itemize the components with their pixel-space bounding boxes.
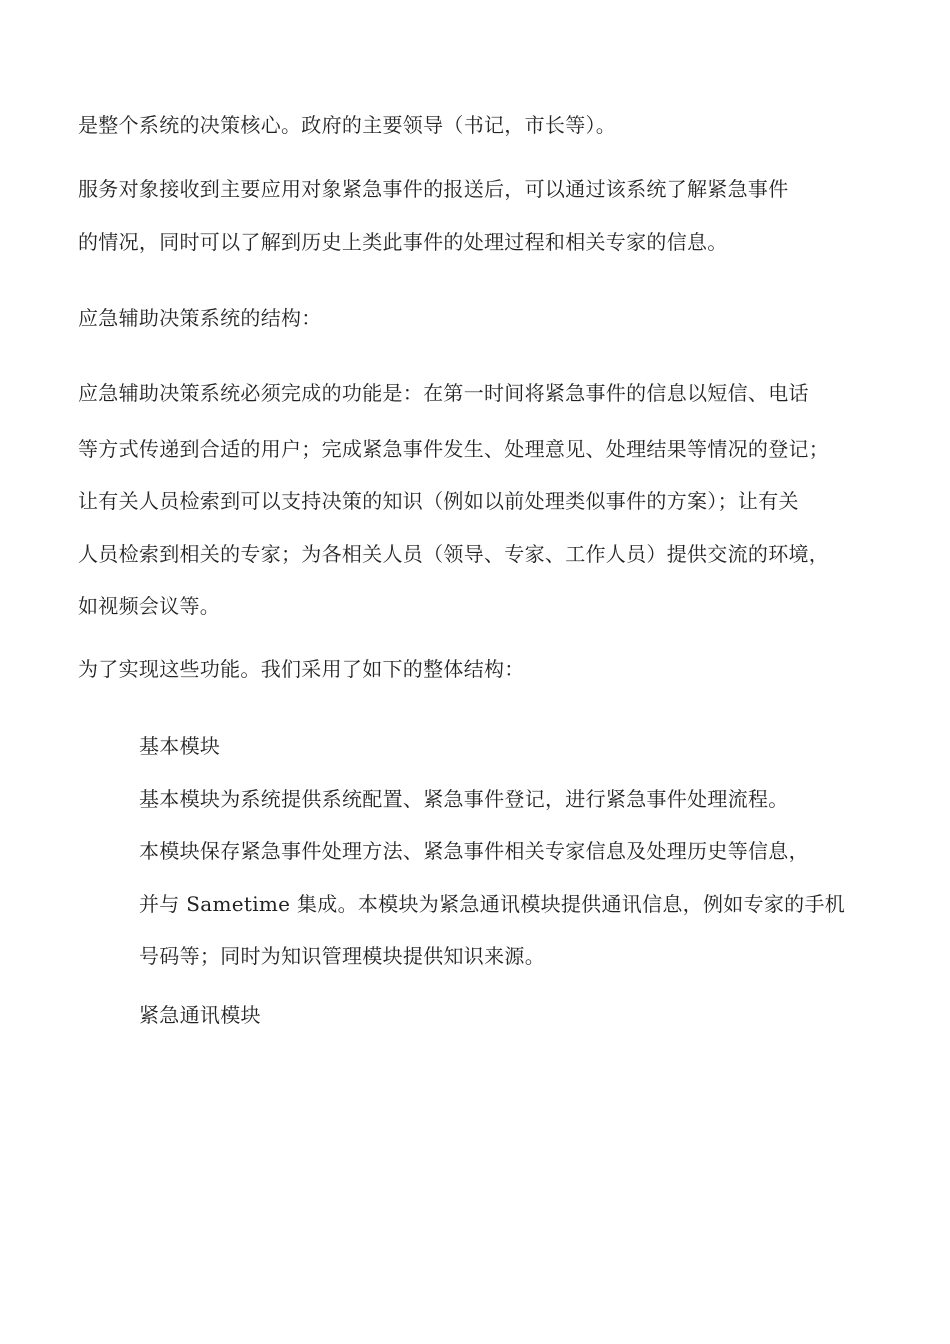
module-line: 号码等；同时为知识管理模块提供知识来源。 <box>139 944 545 968</box>
paragraph-line: 服务对象接收到主要应用对象紧急事件的报送后，可以通过该系统了解紧急事件 <box>78 177 789 201</box>
paragraph-line: 为了实现这些功能。我们采用了如下的整体结构： <box>78 657 525 681</box>
paragraph-line: 让有关人员检索到可以支持决策的知识（例如以前处理类似事件的方案）；让有关 <box>78 489 799 513</box>
section-heading: 应急辅助决策系统的结构： <box>78 306 322 330</box>
module-line: 本模块保存紧急事件处理方法、紧急事件相关专家信息及处理历史等信息， <box>139 839 809 863</box>
paragraph-line: 人员检索到相关的专家；为各相关人员（领导、专家、工作人员）提供交流的环境， <box>78 542 830 566</box>
paragraph-line: 应急辅助决策系统必须完成的功能是：在第一时间将紧急事件的信息以短信、电话 <box>78 381 809 405</box>
module-line: 基本模块为系统提供系统配置、紧急事件登记，进行紧急事件处理流程。 <box>139 787 789 811</box>
module-heading: 紧急通讯模块 <box>139 1003 261 1027</box>
paragraph-line: 是整个系统的决策核心。政府的主要领导（书记，市长等）。 <box>78 113 617 137</box>
paragraph-line: 的情况，同时可以了解到历史上类此事件的处理过程和相关专家的信息。 <box>78 230 728 254</box>
paragraph-line: 如视频会议等。 <box>78 594 221 618</box>
module-line: 并与 Sametime 集成。本模块为紧急通讯模块提供通讯信息，例如专家的手机 <box>139 892 846 916</box>
module-heading: 基本模块 <box>139 734 221 758</box>
paragraph-line: 等方式传递到合适的用户；完成紧急事件发生、处理意见、处理结果等情况的登记； <box>78 437 830 461</box>
